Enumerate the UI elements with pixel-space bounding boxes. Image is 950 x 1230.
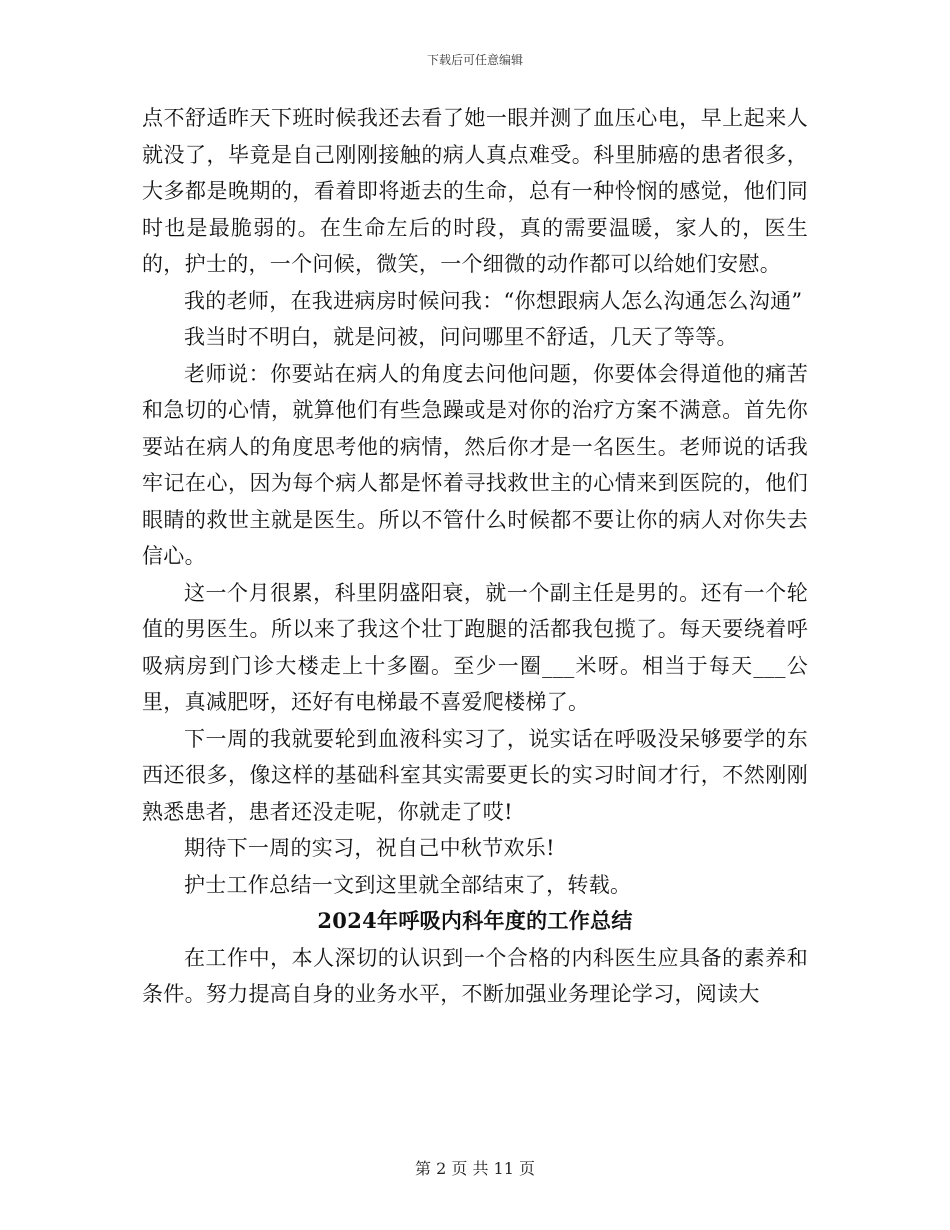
section-title: 2024年呼吸内科年度的工作总结 [317, 908, 633, 933]
section-first-paragraph: 在工作中，本人深切的认识到一个合格的内科医生应具备的素养和条件。努力提高自身的业务水平，不断加强业务理论学习，阅读大 [142, 945, 808, 1006]
document-body [142, 100, 808, 1013]
paragraph-busy-month: 这一个月很累，科里阴盛阳衰，就一个副主任是男的。还有一个轮值的男医生。所以来了我这个壮丁跑腿的活都我包揽了。每天要绕着呼吸病房到门诊大楼走上十多圈。至少一圈___米呀。相当于每天___公里，真减肥呀，还好有电梯最不喜爱爬楼梯了。 [142, 580, 808, 714]
paragraph-wish: 期待下一周的实习，祝自己中秋节欢乐! [184, 836, 555, 860]
paragraph-teacher-advice: 老师说：你要站在病人的角度去问他问题，你要体会得道他的痛苦和急切的心情，就算他们有些急躁或是对你的治疗方案不满意。首先你要站在病人的角度思考他的病情，然后你才是一名医生。老师说的话我牢记在心，因为每个病人都是怀着寻找救世主的心情来到医院的，他们眼睛的救世主就是医生。所以不管什么时候都不要让你的病人对你失去信心。 [142, 361, 808, 568]
header-note: 下载后可任意编辑 [426, 53, 523, 67]
paragraph-teacher-question: 我的老师，在我进病房时候问我：“你想跟病人怎么沟通怎么沟通” [184, 288, 803, 313]
paragraph-continued: 点不舒适昨天下班时候我还去看了她一眼并测了血压心电，早上起来人就没了，毕竟是自己刚刚接触的病人真点难受。科里肺癌的患者很多，大多都是晚期的，看着即将逝去的生命，总有一种怜悯的感觉，他们同时也是最脆弱的。在生命左后的时段，真的需要温暖，家人的，医生的，护士的，一个问候，微笑，一个细微的动作都可以给她们安慰。 [142, 106, 808, 276]
paragraph-my-answer: 我当时不明白，就是问被，问问哪里不舒适，几天了等等。 [184, 325, 738, 349]
page-number: 第 2 页 共 11 页 [415, 1159, 535, 1178]
paragraph-next-rotation: 下一周的我就要轮到血液科实习了，说实话在呼吸没呆够要学的东西还很多，像这样的基础科室其实需要更长的实习时间才行，不然刚刚熟悉患者，患者还没走呢，你就走了哎! [142, 726, 808, 824]
paragraph-closing: 护士工作总结一文到这里就全部结束了，转载。 [184, 872, 632, 897]
